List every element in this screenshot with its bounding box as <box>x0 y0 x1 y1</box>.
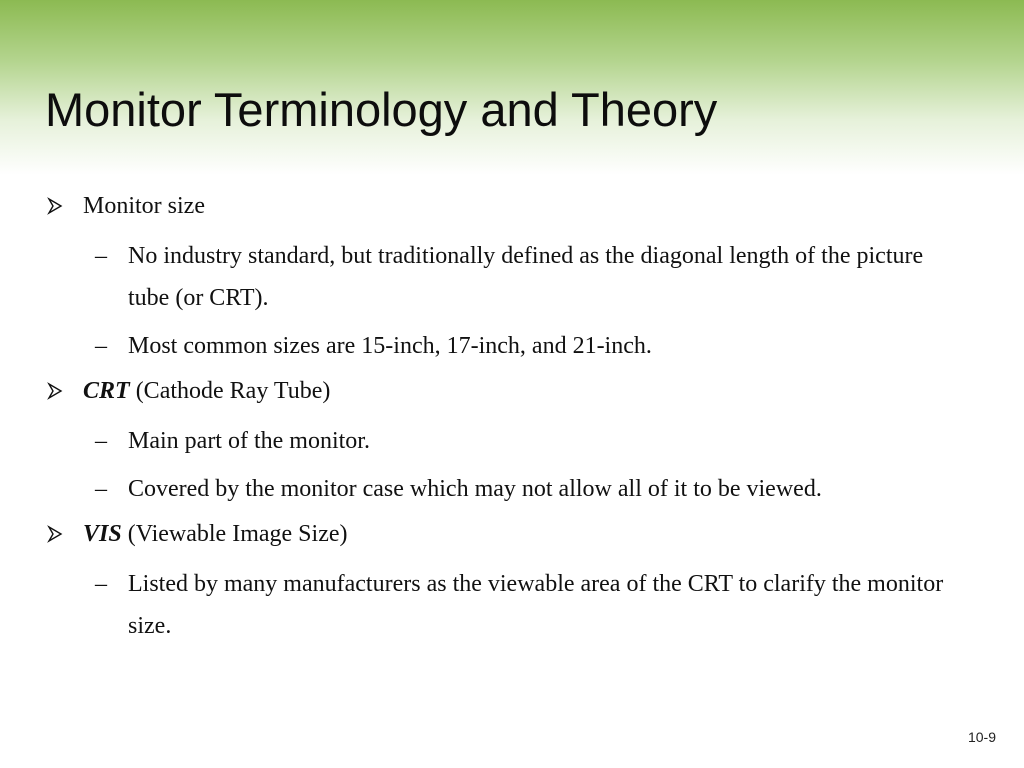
bullet-term: VIS <box>83 521 122 547</box>
sub-bullet-text: No industry standard, but traditionally defined as the diagonal length of the picture tube (or CRT). <box>128 243 924 311</box>
bullet-text: Monitor size <box>83 193 205 219</box>
bullet-list <box>0 188 1024 653</box>
arrow-bullet-icon <box>46 373 64 409</box>
bullet-text: (Viewable Image Size) <box>121 521 348 547</box>
dash-bullet-icon: – <box>95 571 107 597</box>
dash-bullet-icon: – <box>95 476 107 502</box>
sub-bullet <box>0 235 1024 319</box>
sub-bullet-text: Covered by the monitor case which may not allow all of it to be viewed. <box>128 476 822 502</box>
sub-bullet <box>0 420 1024 462</box>
sub-bullet <box>0 563 1024 647</box>
bullet-monitor-size <box>0 188 1024 224</box>
page-number: 10-9 <box>967 729 996 745</box>
dash-bullet-icon: – <box>95 333 107 359</box>
sub-bullet-text: Listed by many manufacturers as the viewable area of the CRT to clarify the monitor size. <box>128 571 944 639</box>
arrow-bullet-icon <box>46 516 64 552</box>
bullet-crt <box>0 373 1024 409</box>
dash-bullet-icon: – <box>95 243 107 269</box>
sub-bullet <box>0 468 1024 510</box>
bullet-text: (Cathode Ray Tube) <box>129 378 331 404</box>
slide-title: Monitor Terminology and Theory <box>45 83 718 136</box>
bullet-vis <box>0 516 1024 552</box>
sub-bullet <box>0 325 1024 367</box>
arrow-bullet-icon <box>46 188 64 224</box>
sub-bullet-text: Most common sizes are 15-inch, 17-inch, and 21-inch. <box>128 333 652 359</box>
sub-bullet-text: Main part of the monitor. <box>128 428 370 454</box>
dash-bullet-icon: – <box>95 428 107 454</box>
bullet-term: CRT <box>83 378 130 404</box>
